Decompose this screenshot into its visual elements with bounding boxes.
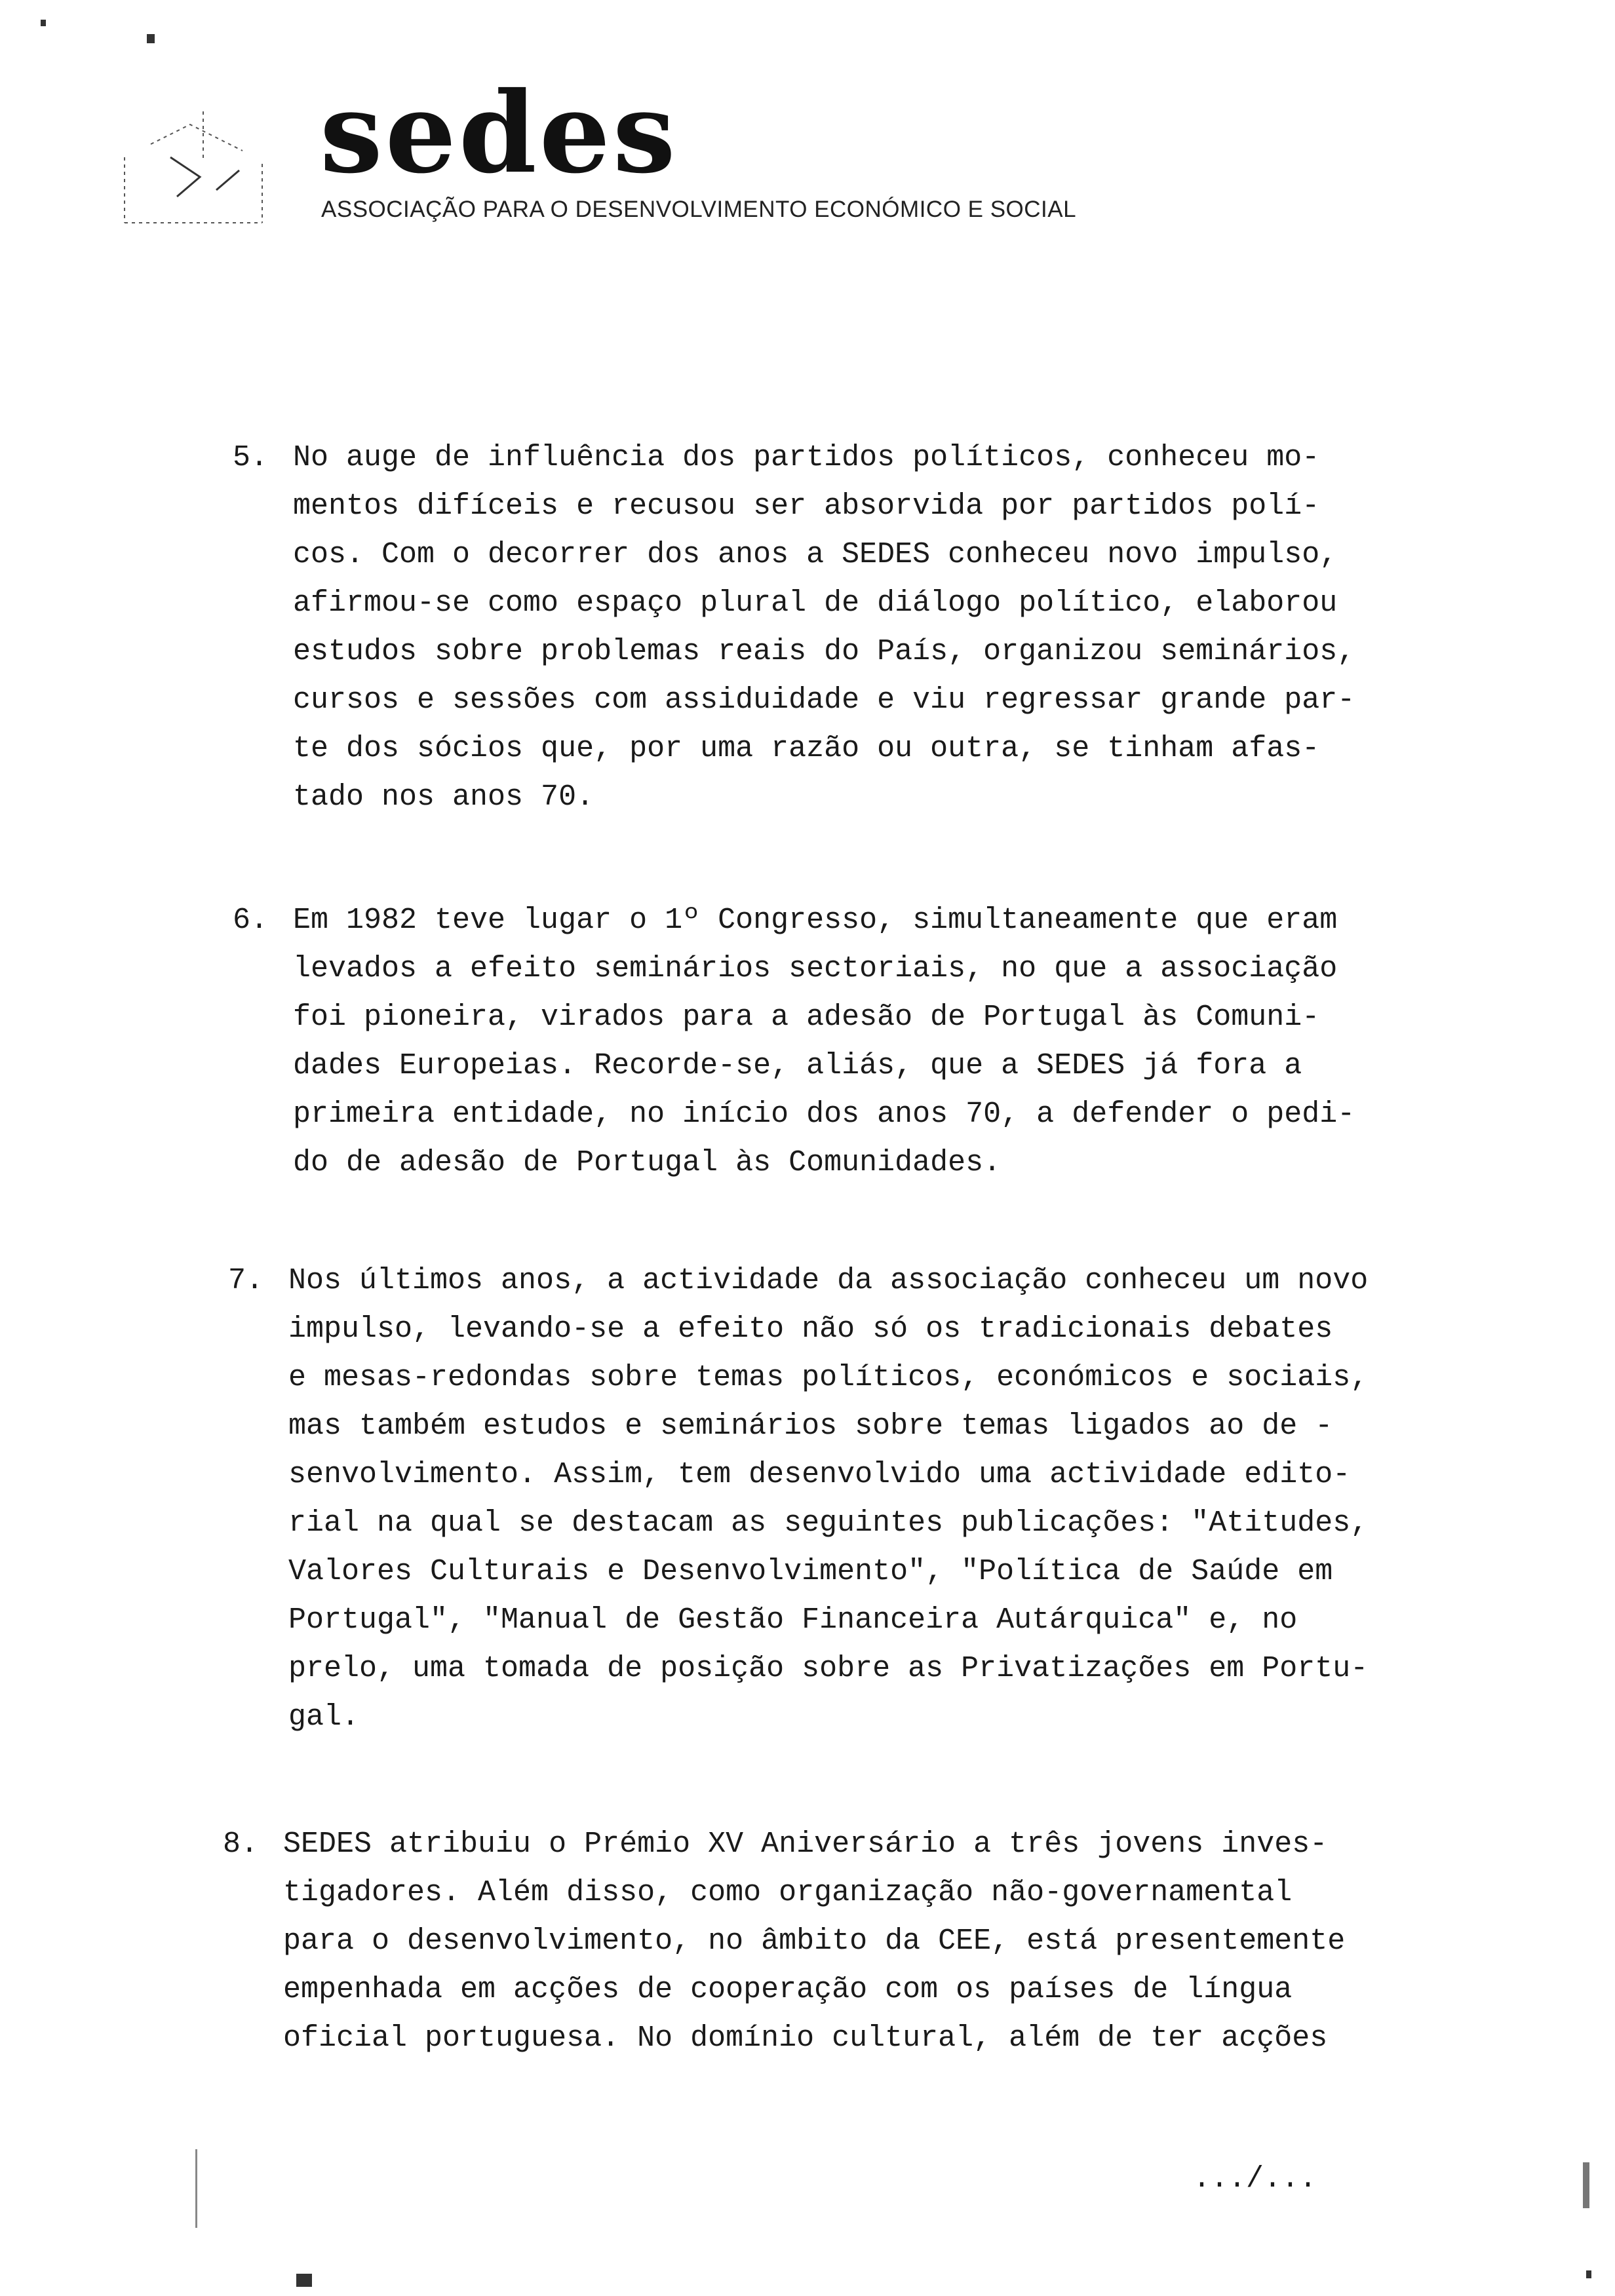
section-number: 7. (228, 1264, 264, 1297)
text-line: Portugal", "Manual de Gestão Financeira Autárquica" e, no (288, 1603, 1298, 1637)
text-line: foi pioneira, virados para a adesão de Portugal às Comuni- (293, 1001, 1320, 1034)
text-line: No auge de influência dos partidos políticos, conheceu mo- (293, 441, 1320, 474)
sedes-logo-mark-icon (111, 98, 275, 229)
scan-speck (41, 20, 46, 26)
text-line: oficial portuguesa. No domínio cultural, além de ter acções (283, 2021, 1328, 2055)
scan-blot (296, 2274, 312, 2287)
scan-speck (1586, 2270, 1591, 2278)
text-line: mentos difíceis e recusou ser absorvida por partidos polí- (293, 489, 1320, 523)
page-continuation-mark: .../... (1193, 2162, 1317, 2196)
scan-edge-line (195, 2149, 197, 2228)
section-number: 6. (233, 904, 269, 937)
text-line: SEDES atribuiu o Prémio XV Aniversário a três jovens inves- (283, 1827, 1328, 1861)
section-number: 5. (233, 441, 269, 474)
text-line: afirmou-se como espaço plural de diálogo político, elaborou (293, 586, 1338, 620)
sedes-logo-wordmark: sedes (320, 67, 678, 199)
text-line: Nos últimos anos, a actividade da associação conheceu um novo (288, 1264, 1369, 1297)
text-line: empenhada em acções de cooperação com os países de língua (283, 1973, 1293, 2006)
scan-speck (147, 34, 155, 43)
organization-subtitle: ASSOCIAÇÃO PARA O DESENVOLVIMENTO ECONÓMICO E SOCIAL (321, 197, 1077, 222)
text-line: e mesas-redondas sobre temas políticos, económicos e sociais, (288, 1361, 1369, 1394)
text-line: rial na qual se destacam as seguintes publicações: "Atitudes, (288, 1506, 1369, 1540)
text-line: cos. Com o decorrer dos anos a SEDES conheceu novo impulso, (293, 538, 1338, 571)
text-line: tigadores. Além disso, como organização não-governamental (283, 1876, 1293, 1909)
text-line: gal. (288, 1700, 360, 1734)
scan-edge-mark (1583, 2162, 1589, 2208)
text-line: cursos e sessões com assiduidade e viu regressar grande par- (293, 683, 1355, 717)
text-line: Valores Culturais e Desenvolvimento", "Política de Saúde em (288, 1555, 1333, 1588)
text-line: levados a efeito seminários sectoriais, no que a associação (293, 952, 1338, 985)
text-line: primeira entidade, no início dos anos 70, a defender o pedi- (293, 1098, 1355, 1131)
text-line: tado nos anos 70. (293, 780, 594, 814)
text-line: do de adesão de Portugal às Comunidades. (293, 1146, 1002, 1179)
text-line: senvolvimento. Assim, tem desenvolvido uma actividade edito- (288, 1458, 1351, 1491)
text-line: impulso, levando-se a efeito não só os tradicionais debates (288, 1312, 1333, 1346)
text-line: prelo, uma tomada de posição sobre as Privatizações em Portu- (288, 1652, 1369, 1685)
text-line: Em 1982 teve lugar o 1º Congresso, simultaneamente que eram (293, 904, 1338, 937)
text-line: para o desenvolvimento, no âmbito da CEE, está presentemente (283, 1924, 1346, 1958)
section-number: 8. (223, 1827, 259, 1861)
text-line: te dos sócios que, por uma razão ou outra, se tinham afas- (293, 732, 1320, 765)
text-line: estudos sobre problemas reais do País, organizou seminários, (293, 635, 1355, 668)
text-line: mas também estudos e seminários sobre temas ligados ao de - (288, 1409, 1333, 1443)
text-line: dades Europeias. Recorde-se, aliás, que a SEDES já fora a (293, 1049, 1302, 1082)
